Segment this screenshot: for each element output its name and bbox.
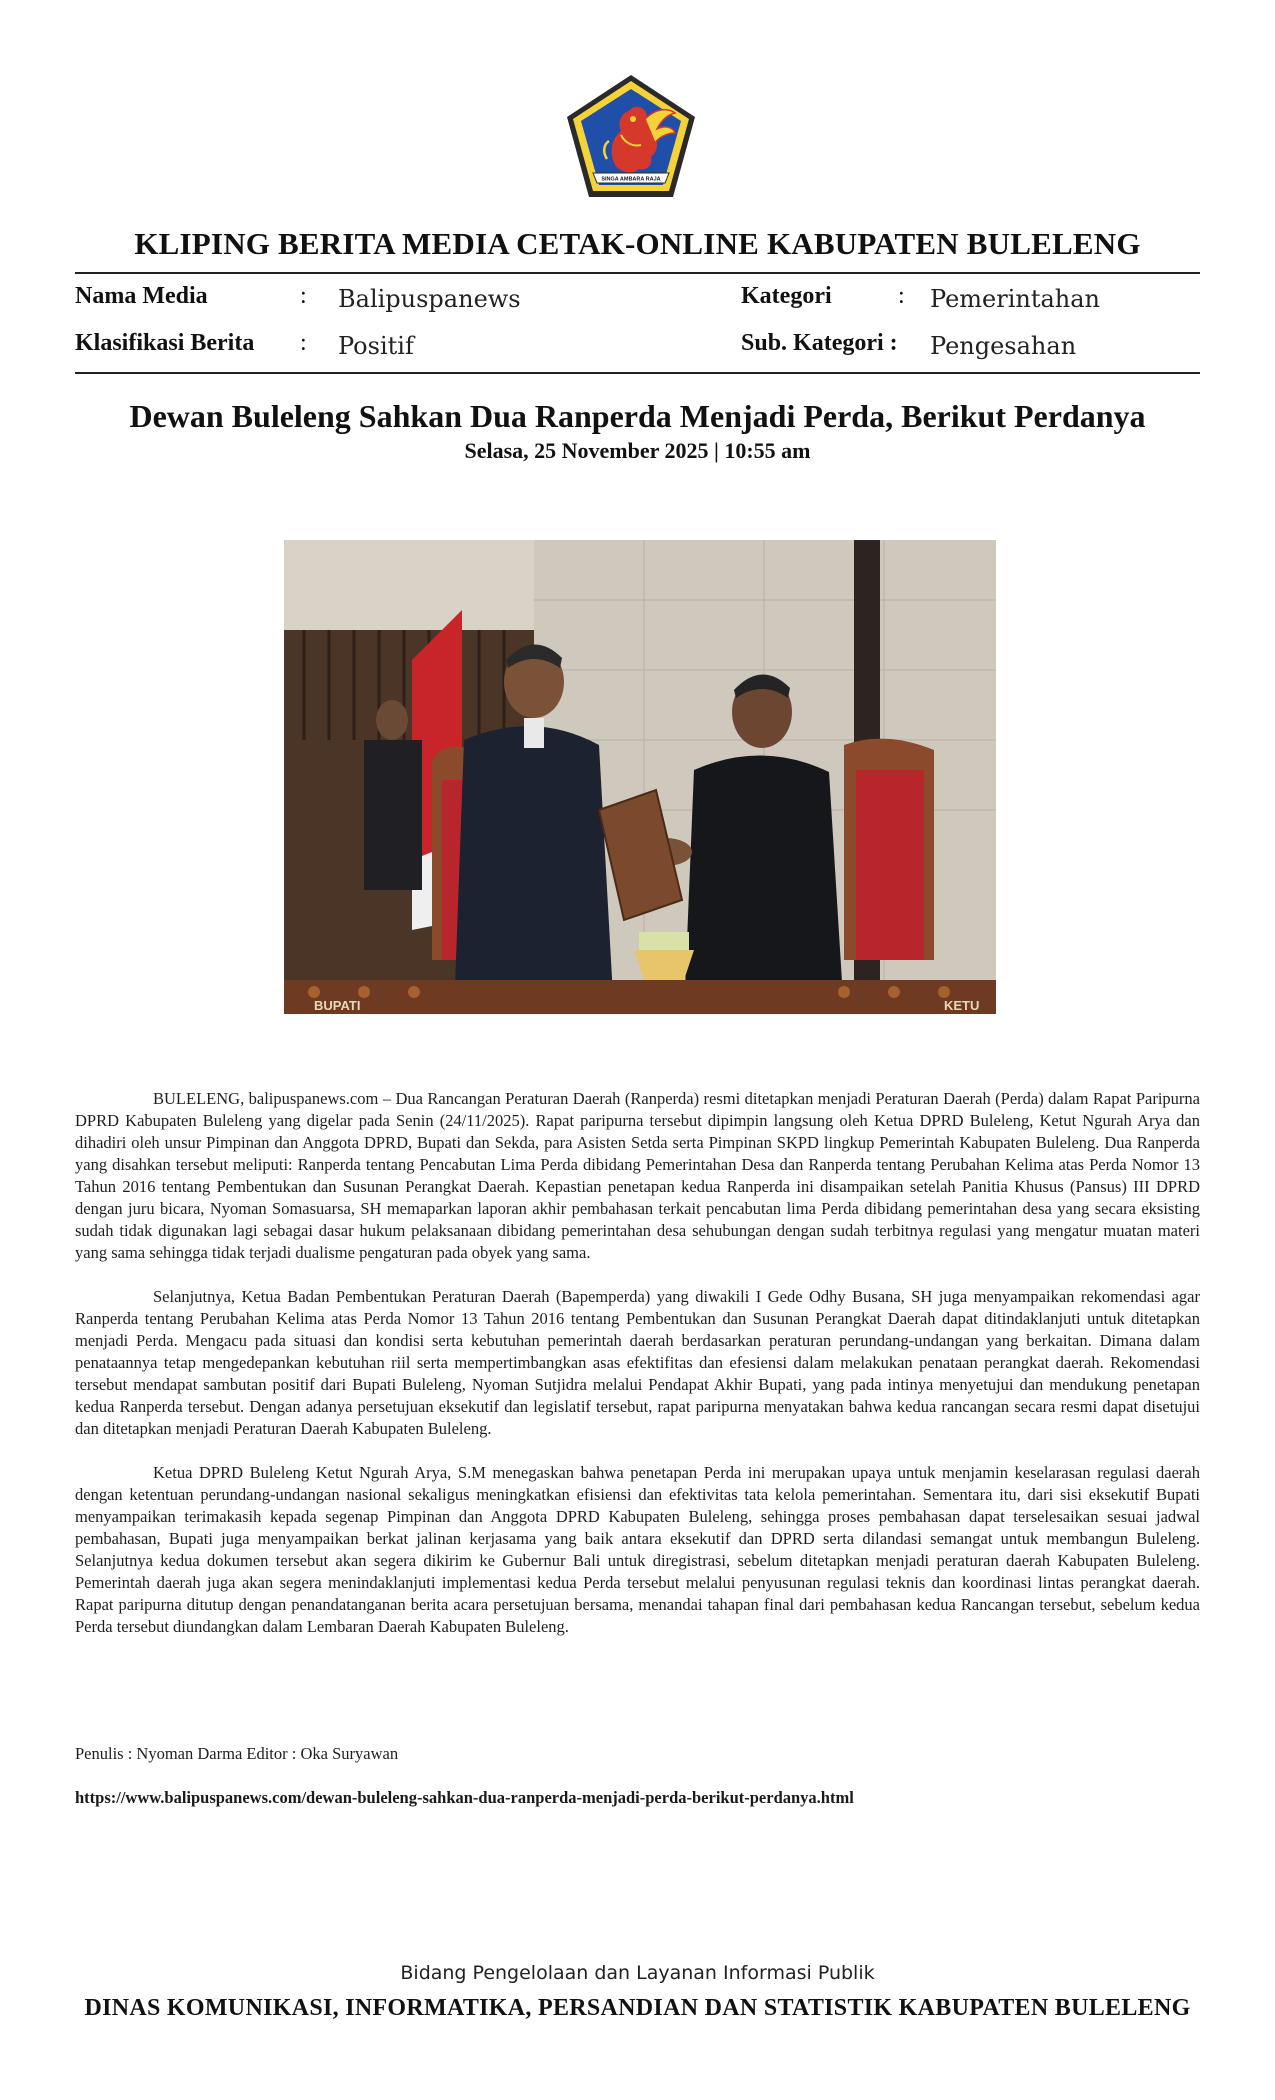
- photo-plaque-left: BUPATI: [314, 998, 361, 1013]
- header-rule-top: [75, 272, 1200, 274]
- media-name-colon: :: [300, 283, 307, 309]
- category-colon: :: [898, 283, 905, 309]
- article-paragraph-1: BULELENG, balipuspanews.com – Dua Rancangan Peraturan Daerah (Ranperda) resmi ditetapkan menjadi Peraturan Daerah (Perda) dalam Rapat Paripurna DPRD Kabupaten Buleleng yang digelar pada Senin (24/11/2025). Rapat paripurna tersebut dipimpin langsung oleh Ketua DPRD Buleleng, Ketut Ngurah Arya dan dihadiri oleh unsur Pimpinan dan Anggota DPRD, Bupati dan Sekda, para Asisten Setda serta Pimpinan SKPD lingkup Pemerintah Kabupaten Buleleng. Dua Ranperda yang disahkan tersebut meliputi: Ranperda tentang Pencabutan Lima Perda dibidang Pemerintahan Desa dan Ranperda tentang Perubahan Kelima atas Perda Nomor 13 Tahun 2016 tentang Pembentukan dan Susunan Perangkat Daerah. Kepastian penetapan kedua Ranperda ini disampaikan setelah Panitia Khusus (Pansus) III DPRD dengan juru bicara, Nyoman Somasuarsa, SH memaparkan laporan akhir pembahasan terkait pencabutan lima Perda dibidang pemerintahan desa yang secara eksisting sudah tidak digunakan lagi sebagai dasar hukum pelaksanaan dibidang pemerintahan desa sehubungan dengan sudah terbitnya regulasi yang mengatur muatan materi yang sama sehingga tidak terjadi dualisme pengaturan pada obyek yang sama.: [75, 1089, 1200, 1262]
- source-url: https://www.balipuspanews.com/dewan-buleleng-sahkan-dua-ranperda-menjadi-perda-berikut-perdanya.html: [75, 1788, 854, 1807]
- document-title: KLIPING BERITA MEDIA CETAK-ONLINE KABUPATEN BULELENG: [134, 226, 1141, 261]
- footer-unit: Bidang Pengelolaan dan Layanan Informasi Publik: [400, 1962, 875, 1984]
- media-name-label: Nama Media: [75, 283, 208, 309]
- article-dateline: Selasa, 25 November 2025 | 10:55 am: [464, 438, 811, 463]
- article-paragraph-3: Ketua DPRD Buleleng Ketut Ngurah Arya, S.M menegaskan bahwa penetapan Perda ini merupakan upaya untuk menjamin keselarasan regulasi daerah dengan ketentuan perundang-undangan nasional sekaligus meningkatkan efisiensi dan efektivitas tata kelola pemerintahan. Sementara itu, dari sisi eksekutif Bupati menyampaikan terimakasih kepada segenap Pimpinan dan Anggota DPRD Kabupaten Buleleng, sehingga proses pembahasan dapat terselesaikan sesuai jadwal pembahasan, Bupati juga menyampaikan berkat jalinan kerjasama yang baik antara eksekutif dan DPRD serta dilandasi semangat untuk membangun Buleleng. Selanjutnya kedua dokumen tersebut akan segera dikirim ke Gubernur Bali untuk diregistrasi, sebelum ditetapkan menjadi peraturan daerah Kabupaten Buleleng. Pemerintah daerah juga akan segera menindaklanjuti implementasi kedua Perda tersebut melalui penyusunan regulasi teknis dan koordinasi lintas perangkat daerah. Rapat paripurna ditutup dengan penandatanganan berita acara persetujuan bersama, menandai tahapan final dari pembahasan kedua Rancangan tersebut, sebelum kedua Perda tersebut diundangkan dalam Lembaran Daerah Kabupaten Buleleng.: [75, 1463, 1200, 1636]
- subcategory-label: Sub. Kategori :: [741, 330, 898, 356]
- category-label: Kategori: [741, 283, 832, 309]
- logo-motto: SINGA AMBARA RAJA: [601, 176, 661, 183]
- classification-label: Klasifikasi Berita: [75, 330, 255, 356]
- header-rule-bottom: [75, 372, 1200, 374]
- media-name-value: Balipuspanews: [338, 285, 521, 313]
- article-body: [75, 1088, 1200, 1660]
- article-paragraph-2: Selanjutnya, Ketua Badan Pembentukan Peraturan Daerah (Bapemperda) yang diwakili I Gede Odhy Busana, SH juga menyampaikan rekomendasi agar Ranperda tentang Perubahan Kelima atas Perda Nomor 13 Tahun 2016 tentang Pembentukan dan Susunan Perangkat Daerah dapat ditindaklanjuti untuk ditetapkan menjadi Perda. Mengacu pada situasi dan kondisi serta kebutuhan pemerintah daerah berdasarkan peraturan perundang-undangan yang berkaitan. Dimana dalam penataannya tetap mengedepankan kebutuhan riil serta mempertimbangkan asas efektifitas dan efesiensi dalam melakukan penataan perangkat daerah. Rekomendasi tersebut mendapat sambutan positif dari Bupati Buleleng, Nyoman Sutjidra melalui Pendapat Akhir Bupati, yang pada intinya menyetujui dan mendukung penetapan kedua Ranperda tersebut. Dengan adanya persetujuan eksekutif dan legislatif tersebut, rapat paripurna menyatakan bahwa kedua rancangan secara resmi dapat disetujui dan ditetapkan menjadi Peraturan Daerah Kabupaten Buleleng.: [75, 1287, 1200, 1438]
- footer-agency: DINAS KOMUNIKASI, INFORMATIKA, PERSANDIAN DAN STATISTIK KABUPATEN BULELENG: [84, 1995, 1191, 2021]
- article-headline: Dewan Buleleng Sahkan Dua Ranperda Menjadi Perda, Berikut Perdanya: [129, 398, 1146, 434]
- buleleng-crest-logo: [563, 73, 699, 201]
- subcategory-value: Pengesahan: [930, 332, 1077, 360]
- article-credits: Penulis : Nyoman Darma Editor : Oka Suryawan: [75, 1744, 399, 1763]
- classification-value: Positif: [338, 332, 414, 360]
- classification-colon: :: [300, 330, 307, 356]
- news-photo: [284, 540, 996, 1014]
- photo-plaque-right: KETU: [944, 998, 980, 1013]
- category-value: Pemerintahan: [930, 285, 1101, 313]
